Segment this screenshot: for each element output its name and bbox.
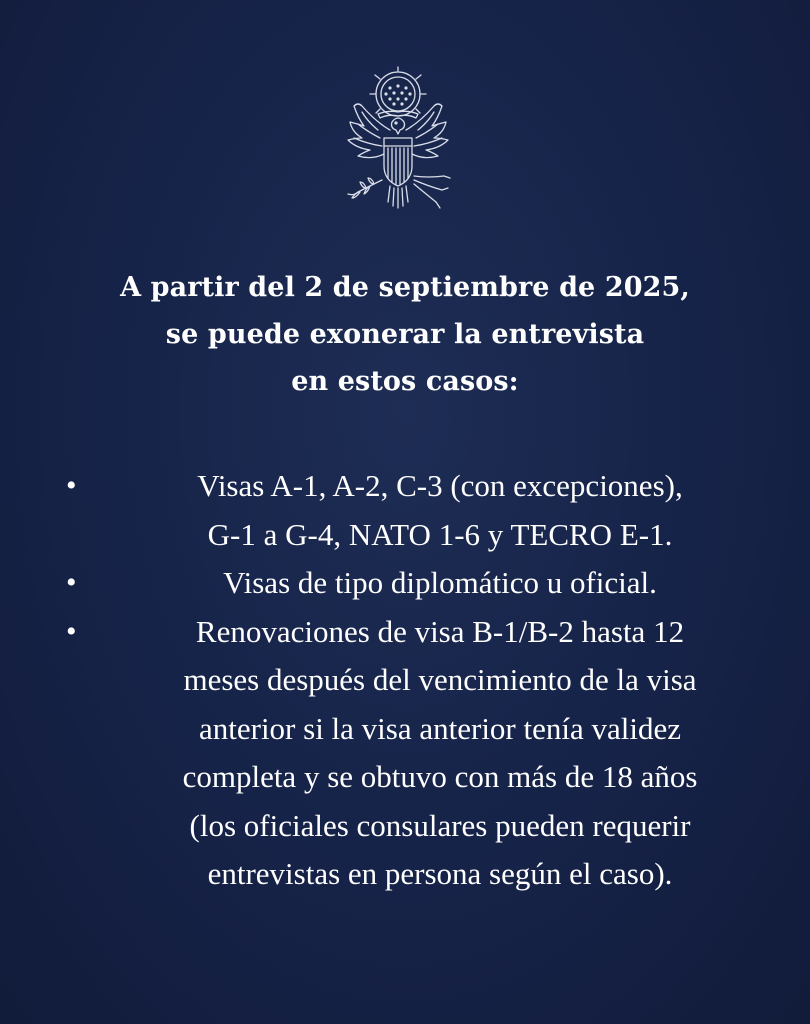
list-item-line: entrevistas en persona según el caso). xyxy=(207,856,673,891)
great-seal-eagle-icon xyxy=(318,62,478,222)
list-item-line: Renovaciones de visa B-1/B-2 hasta 12 xyxy=(195,613,685,649)
bullet-icon: • xyxy=(66,566,77,599)
list-item-line: completa y se obtuvo con más de 18 años xyxy=(182,759,698,794)
list-item xyxy=(0,559,810,608)
heading-line: A partir del 2 de septiembre de 2025, xyxy=(120,272,690,303)
list-item xyxy=(0,608,810,899)
list-item-line: Visas A-1, A-2, C-3 (con excepciones), xyxy=(197,468,683,503)
bullet-icon: • xyxy=(66,469,77,502)
list-item-line: G-1 a G-4, NATO 1-6 y TECRO E-1. xyxy=(207,516,673,552)
list-item-line: Visas de tipo diplomático u oficial. xyxy=(223,565,657,600)
bullet-icon: • xyxy=(66,614,77,648)
exemption-list xyxy=(0,462,810,899)
list-item-line: meses después del vencimiento de la visa xyxy=(183,662,697,697)
list-item xyxy=(0,462,810,559)
announcement-heading xyxy=(0,264,810,405)
list-item-line: anterior si la visa anterior tenía validez xyxy=(198,710,681,746)
heading-line: se puede exonerar la entrevista xyxy=(165,319,645,350)
list-item-line: (los oficiales consulares pueden requerir xyxy=(189,807,691,843)
heading-line: en estos casos: xyxy=(291,366,519,397)
